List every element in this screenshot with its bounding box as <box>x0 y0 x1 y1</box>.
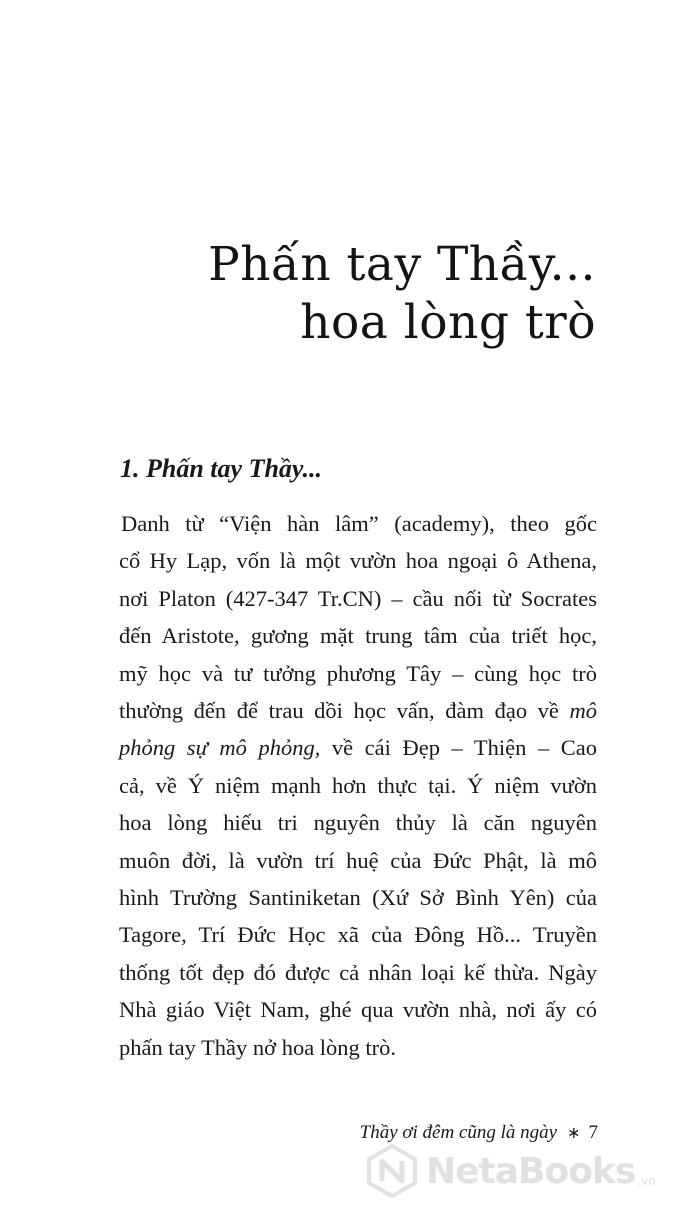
body-line: Tagore, Trí Đức Học xã của Đông Hồ... Truyền <box>119 922 597 948</box>
running-title: Thầy ơi đêm cũng là ngày <box>359 1122 558 1143</box>
body-line: mỹ học và tư tưởng phương Tây – cùng học trò <box>119 660 597 686</box>
netabooks-logo-icon <box>364 1143 420 1199</box>
watermark-suffix: .vn <box>637 1174 656 1188</box>
body-line: Nhà giáo Việt Nam, ghé qua vườn nhà, nơi ấy có <box>119 997 597 1023</box>
chapter-title-line-2: hoa lòng trò <box>300 295 596 350</box>
body-line <box>119 692 597 729</box>
watermark <box>364 1140 694 1202</box>
body-paragraph <box>119 505 597 1066</box>
body-line: muôn đời, là vườn trí huệ của Đức Phật, là mô <box>119 847 597 873</box>
body-text-run: thường đến để trau dồi học vấn, đàm đạo về <box>119 698 559 724</box>
page-number: 7 <box>588 1122 598 1143</box>
body-line: hình Trường Santiniketan (Xứ Sở Bình Yên) của <box>119 885 597 911</box>
body-text-run: về cái Đẹp – Thiện – Cao <box>331 735 598 761</box>
body-text-italic: mô <box>569 698 598 724</box>
body-line: hoa lòng hiếu tri nguyên thủy là căn nguyên <box>119 810 597 836</box>
body-line: phấn tay Thầy nở hoa lòng trò. <box>119 1034 397 1060</box>
body-line: Danh từ “Viện hàn lâm” (academy), theo gốc <box>121 511 597 536</box>
body-line: đến Aristote, gương mặt trung tâm của triết học, <box>119 623 597 649</box>
chapter-title <box>208 236 596 352</box>
body-line <box>119 729 597 766</box>
body-text-italic: phỏng sự mô phỏng, <box>119 735 321 761</box>
body-line: cả, về Ý niệm mạnh hơn thực tại. Ý niệm vườn <box>119 772 597 798</box>
section-heading: 1. Phấn tay Thầy... <box>120 454 322 483</box>
body-line: thống tốt đẹp đó được cả nhân loại kế thừa. Ngày <box>119 959 597 985</box>
chapter-title-line-1: Phấn tay Thầy... <box>208 237 596 292</box>
footer-separator: ∗ <box>567 1125 581 1142</box>
watermark-brand: NetaBooks <box>426 1150 636 1192</box>
body-line: nơi Platon (427-347 Tr.CN) – cầu nối từ Socrates <box>119 585 597 611</box>
body-line: cổ Hy Lạp, vốn là một vườn hoa ngoại ô Athena, <box>119 548 597 574</box>
